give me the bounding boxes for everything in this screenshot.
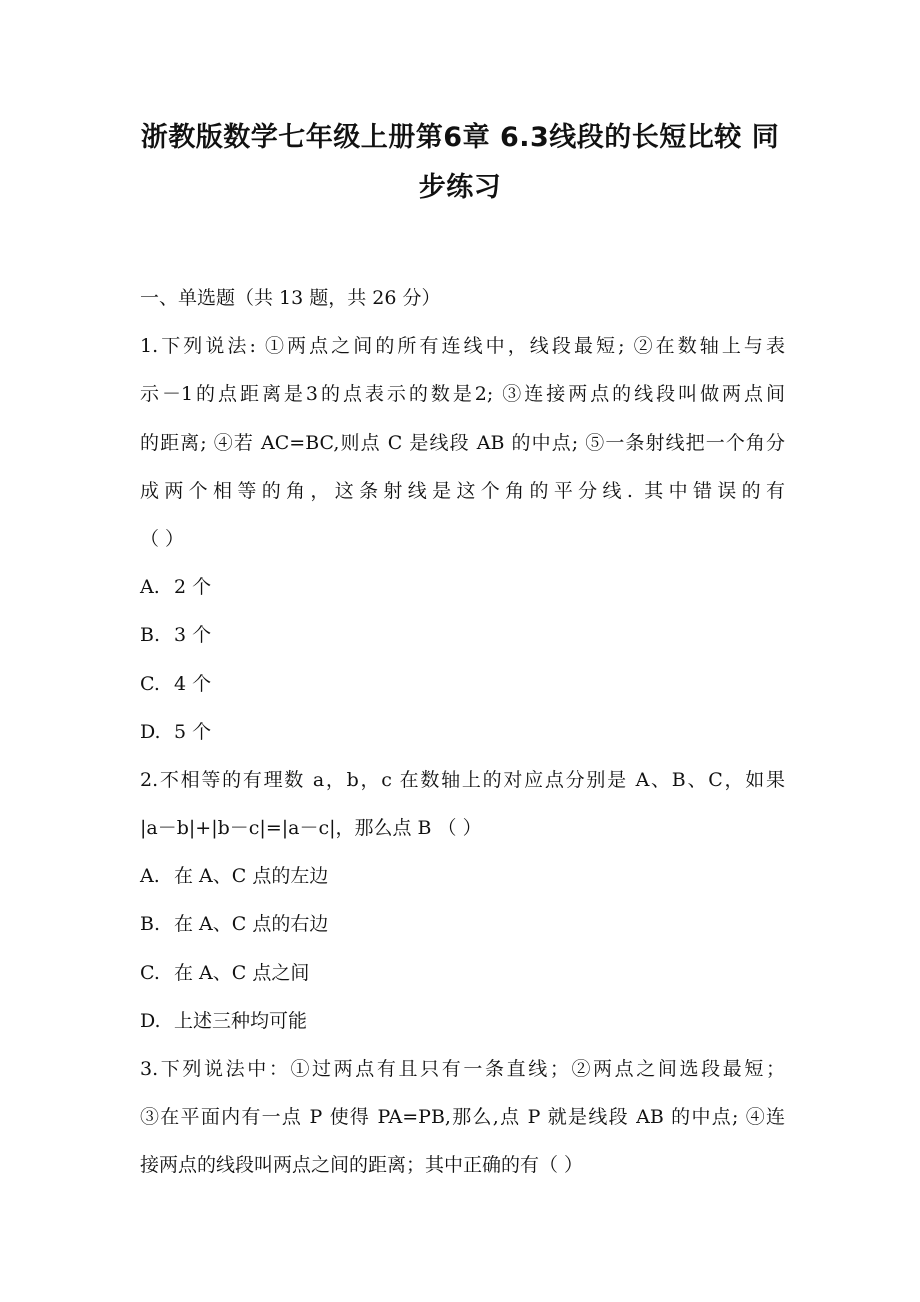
- question-1: [140, 322, 785, 756]
- document-title: [130, 113, 790, 213]
- option-text: 4 个: [174, 672, 212, 695]
- option-letter: B.: [140, 913, 161, 936]
- question-1-line-3: 的距离; ④若 AC=BC,则点 C 是线段 AB 的中点; ⑤一条射线把一个角分: [140, 431, 785, 454]
- document-body: [140, 274, 785, 1190]
- question-2-option-a: [140, 852, 785, 900]
- question-2-line-2: |a－b|+|b－c|=|a－c|，那么点 B （ ）: [140, 817, 482, 840]
- title-line-1: 浙教版数学七年级上册第6章 6.3线段的长短比较 同: [140, 122, 780, 153]
- question-2-line-1: 2.不相等的有理数 a，b，c 在数轴上的对应点分别是 A、B、C，如果: [140, 768, 785, 791]
- question-3: [140, 1045, 785, 1190]
- question-1-line-1: 1.下列说法: ①两点之间的所有连线中，线段最短; ②在数轴上与表: [140, 335, 785, 358]
- question-1-option-c: [140, 660, 785, 708]
- question-2-option-d: [140, 997, 785, 1045]
- option-letter: C.: [140, 672, 160, 695]
- question-1-line-4: 成两个相等的角，这条射线是这个角的平分线. 其中错误的有: [140, 479, 785, 502]
- question-2-option-b: [140, 900, 785, 948]
- option-text: 在 A、C 点之间: [174, 961, 310, 984]
- option-text: 上述三种均可能: [174, 1009, 308, 1032]
- question-1-option-d: [140, 708, 785, 756]
- option-text: 在 A、C 点的右边: [174, 913, 329, 936]
- option-letter: B.: [140, 624, 161, 647]
- option-text: 3 个: [174, 624, 212, 647]
- option-letter: A.: [140, 576, 160, 599]
- question-3-line-2: ③在平面内有一点 P 使得 PA=PB,那么,点 P 就是线段 AB 的中点; ④连: [140, 1106, 785, 1129]
- question-1-option-b: [140, 611, 785, 659]
- option-text: 在 A、C 点的左边: [174, 865, 329, 888]
- section-heading: 一、单选题（共 13 题，共 26 分）: [140, 287, 441, 309]
- option-letter: D.: [140, 1009, 161, 1032]
- question-3-line-3: 接两点的线段叫两点之间的距离；其中正确的有（ ）: [140, 1154, 584, 1177]
- question-2: [140, 756, 785, 1045]
- question-3-line-1: 3.下列说法中：①过两点有且只有一条直线；②两点之间选段最短；: [140, 1058, 785, 1080]
- option-text: 2 个: [174, 576, 212, 599]
- option-text: 5 个: [174, 720, 212, 743]
- title-line-2: 步练习: [418, 172, 502, 203]
- option-letter: D.: [140, 720, 161, 743]
- question-1-line-2: 示－1的点距离是3的点表示的数是2; ③连接两点的线段叫做两点间: [140, 383, 785, 406]
- question-2-option-c: [140, 949, 785, 997]
- question-1-line-5: （ ）: [140, 527, 185, 550]
- option-letter: A.: [140, 865, 160, 888]
- question-1-option-a: [140, 563, 785, 611]
- option-letter: C.: [140, 961, 160, 984]
